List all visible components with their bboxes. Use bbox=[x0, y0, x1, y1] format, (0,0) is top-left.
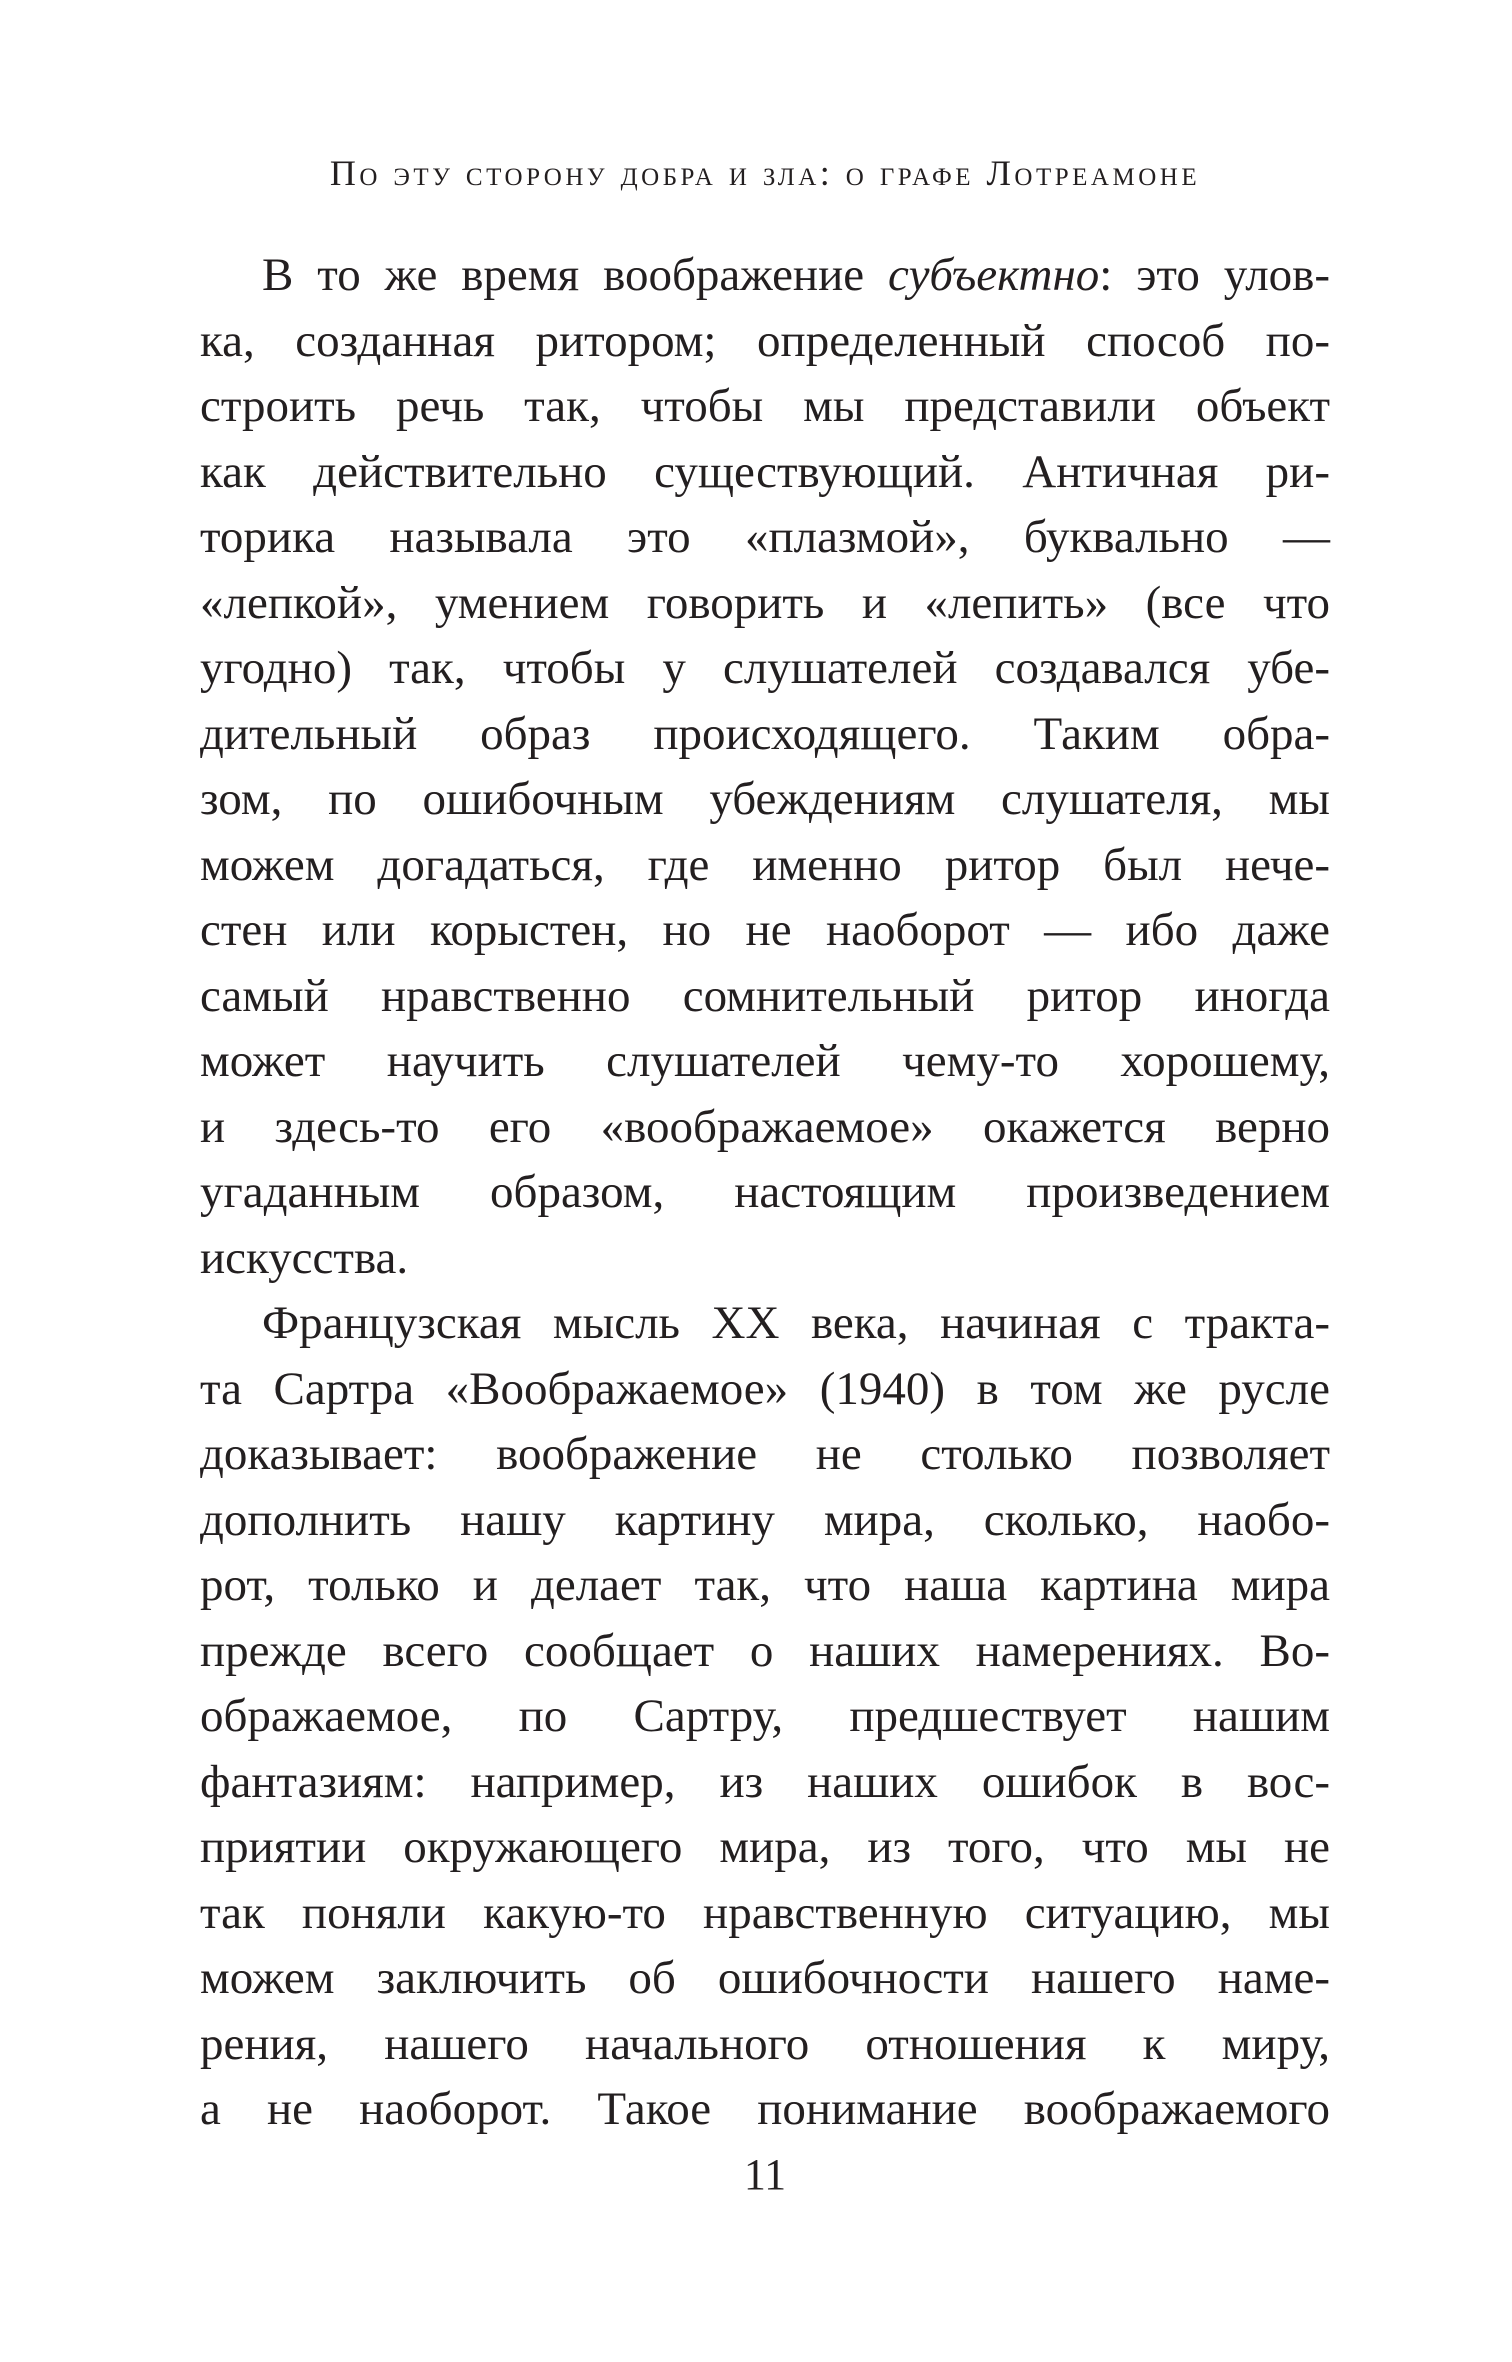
paragraph bbox=[200, 1291, 1330, 2143]
text-line: и здесь-то его «воображаемое» окажется верно bbox=[200, 1100, 1330, 1153]
text-line: дительный образ происходящего. Таким обра- bbox=[200, 707, 1330, 760]
body-text bbox=[200, 243, 1330, 2143]
text-line: фантазиям: например, из наших ошибок в вос- bbox=[200, 1755, 1330, 1808]
text-line: прежде всего сообщает о наших намерениях. Во- bbox=[200, 1624, 1330, 1677]
text-line: стен или корыстен, но не наоборот — ибо даже bbox=[200, 904, 1330, 956]
text-line: дополнить нашу картину мира, сколько, наобо- bbox=[200, 1493, 1330, 1546]
text-line: ображаемое, по Сартру, предшествует нашим bbox=[200, 1690, 1330, 1742]
text-line: как действительно существующий. Античная ри- bbox=[200, 445, 1330, 498]
text-line: угодно) так, чтобы у слушателей создавался убе- bbox=[200, 642, 1330, 694]
text-line: так поняли какую-то нравственную ситуацию, мы bbox=[200, 1886, 1330, 1939]
text-line: рот, только и делает так, что наша картина мира bbox=[200, 1559, 1330, 1611]
text-line: Французская мысль XX века, начиная с тракта- bbox=[262, 1297, 1330, 1349]
text-line: «лепкой», умением говорить и «лепить» (все что bbox=[200, 576, 1330, 629]
text-line: приятии окружающего мира, из того, что мы не bbox=[200, 1821, 1330, 1873]
emphasis: субъектно bbox=[888, 249, 1100, 301]
text-line: доказывает: воображение не столько позволяет bbox=[200, 1428, 1330, 1480]
running-head: По эту сторону добра и зла: о графе Лотреамоне bbox=[329, 153, 1201, 193]
text-line: искусства. bbox=[200, 1231, 409, 1284]
text-line: а не наоборот. Такое понимание воображаемого bbox=[200, 2083, 1330, 2135]
text-line: торика называла это «плазмой», буквально — bbox=[200, 511, 1330, 563]
text-line: ка, созданная ритором; определенный способ по- bbox=[200, 314, 1330, 367]
text-line: зом, по ошибочным убеждениям слушателя, мы bbox=[200, 773, 1330, 825]
page-number: 11 bbox=[743, 2150, 787, 2199]
text-line: самый нравственно сомнительный ритор иногда bbox=[200, 969, 1330, 1022]
text-line: угаданным образом, настоящим произведением bbox=[200, 1166, 1330, 1218]
text-line: можем догадаться, где именно ритор был нече- bbox=[200, 838, 1330, 891]
text-line: может научить слушателей чему-то хорошему, bbox=[200, 1035, 1330, 1087]
text-line: можем заключить об ошибочности нашего наме- bbox=[200, 1952, 1330, 2004]
text-line: В то же время воображение субъектно: это улов- bbox=[262, 249, 1331, 301]
text-line: строить речь так, чтобы мы представили объект bbox=[200, 380, 1330, 432]
paragraph bbox=[200, 243, 1330, 1291]
text-line: та Сартра «Воображаемое» (1940) в том же русле bbox=[200, 1362, 1330, 1415]
text-line: рения, нашего начального отношения к миру, bbox=[200, 2017, 1330, 2070]
